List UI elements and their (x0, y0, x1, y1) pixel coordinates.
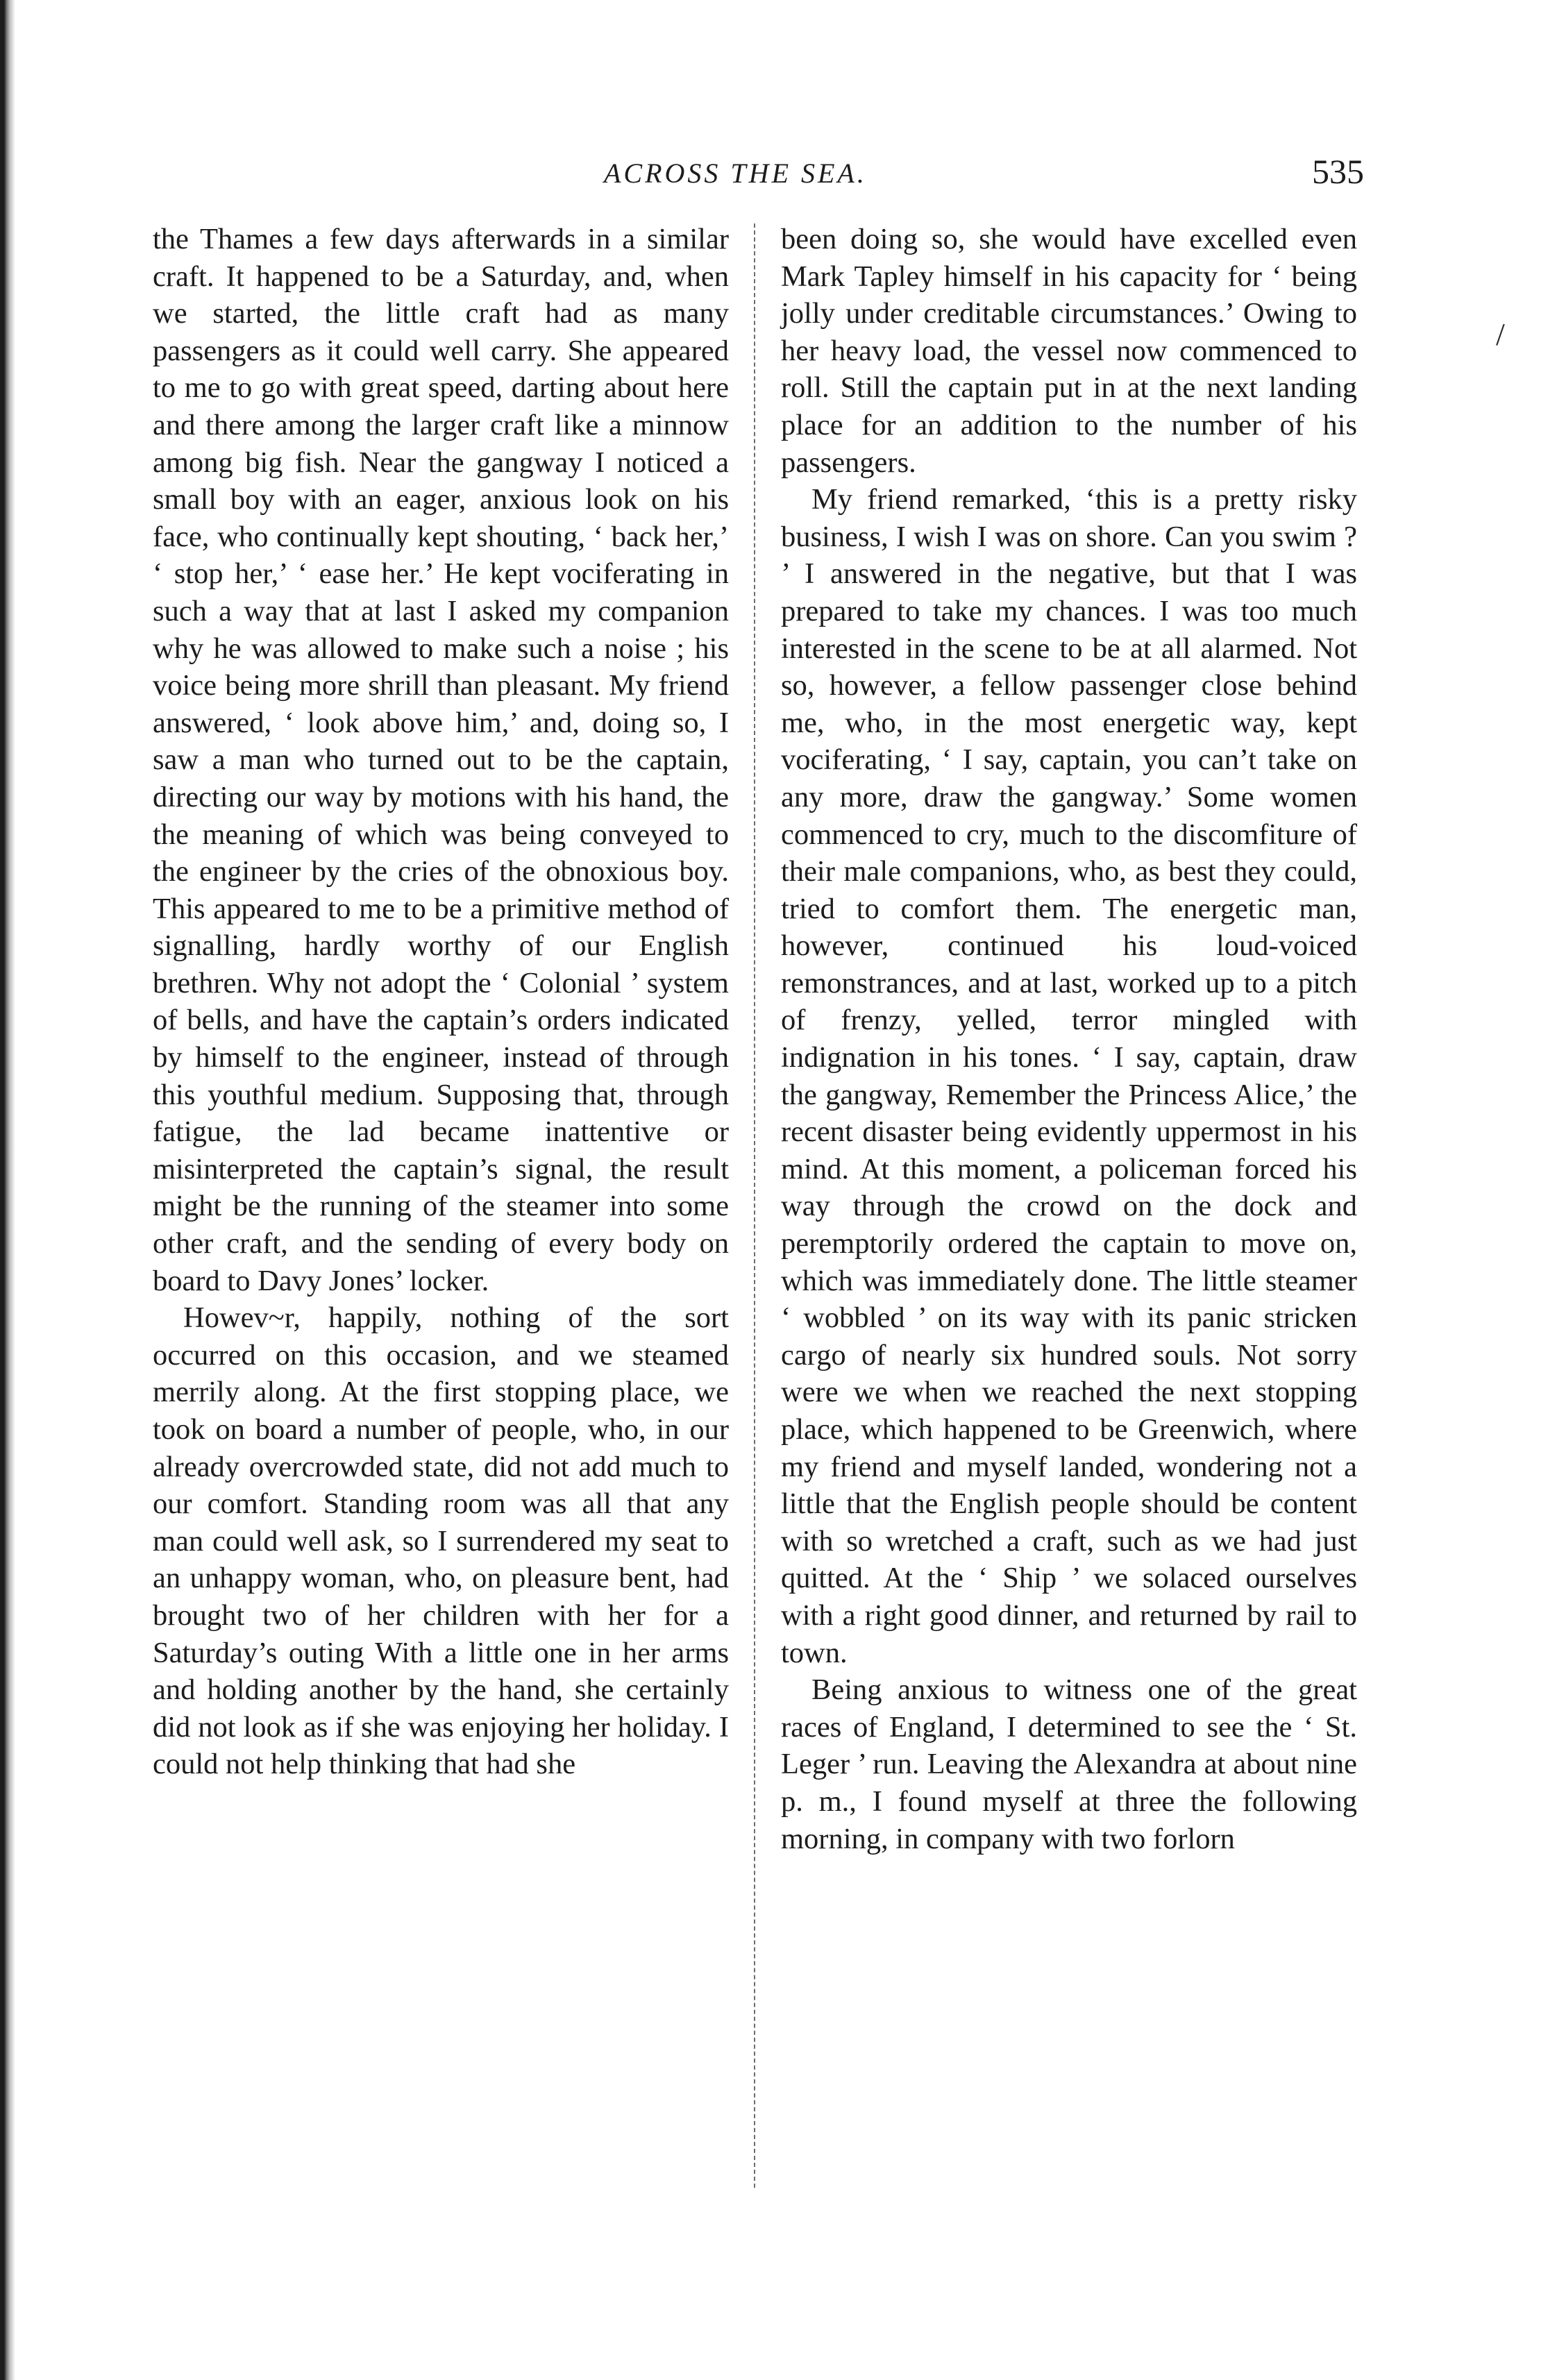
paragraph: been doing so, she would have excelled even Mark Tapley himself in his capacity for ‘ being jolly under creditable circumstances.’ Owing to her heavy load, the vessel now commenced to roll. Still the captain put in at the next landing place for an addition to the number of his passengers. (781, 223, 1357, 479)
page-number: 535 (1312, 152, 1364, 191)
running-head (153, 151, 1364, 200)
page-binding-edge (0, 0, 15, 2380)
paragraph: My friend remarked, ‘this is a pretty risky business, I wish I was on shore. Can you swim ? ’ I answered in the negative, but that I was prepared to take my chances. I was too much interested in the scene to be at all alarmed. Not so, however, a fellow passenger close behind me, who, in the most energetic way, kept vociferating, ‘ I say, captain, you can’t take on any more, draw the gangway.’ Some women commenced to cry, much to the discomfiture of their male companions, who, as best they could, tried to comfort them. The energetic man, however, continued his loud-voiced remonstrances, and at last, worked up to a pitch of frenzy, yelled, terror mingled with indignation in his tones. ‘ I say, captain, draw the gangway, Remember the Princess Alice,’ the recent disaster being evidently uppermost in his mind. At this moment, a policeman forced his way through the crowd on the dock and peremptorily ordered the captain to move on, which was immediately done. The little steamer ‘ wobbled ’ on its way with its panic stricken cargo of nearly six hundred souls. Not sorry were we when we reached the next stopping place, which happened to be Greenwich, where my friend and myself landed, wondering not a little that the English people should be content with so wretched a craft, such as we had just quitted. At the ‘ Ship ’ we solaced ourselves with a right good dinner, and returned by rail to town. (781, 483, 1357, 1669)
paragraph: the Thames a few days afterwards in a similar craft. It happened to be a Saturday, and, when we started, the little craft had as many passengers as it could well carry. She appeared to me to go with great speed, darting about here and there among the larger craft like a minnow among big fish. Near the gangway I noticed a small boy with an eager, anxious look on his face, who continually kept shouting, ‘ back her,’ ‘ stop her,’ ‘ ease her.’ He kept vociferating in such a way that at last I asked my companion why he was allowed to make such a noise ; his voice being more shrill than pleasant. My friend answered, ‘ look above him,’ and, doing so, I saw a man who turned out to be the captain, directing our way by motions with his hand, the the meaning of which was being conveyed to the engineer by the cries of the obnoxious boy. This appeared to me to be a primitive method of signalling, hardly worthy of our English brethren. Why not adopt the ‘ Colonial ’ system of bells, and have the captain’s orders indicated by himself to the engineer, instead of through this youthful medium. Supposing that, through fatigue, the lad became inattentive or misinterpreted the captain’s signal, the result might be the running of the steamer into some other craft, and the sending of every body on board to Davy Jones’ locker. (153, 223, 729, 1297)
paragraph: Being anxious to witness one of the great races of England, I determined to see the ‘ St. Leger ’ run. Leaving the Alexandra at about nine p. m., I found myself at three the following morning, in company with two forlorn (781, 1673, 1357, 1855)
margin-pencil-mark: / (1496, 317, 1505, 352)
right-column (781, 221, 1357, 2234)
left-column (153, 221, 729, 2234)
paragraph: Howev~r, happily, nothing of the sort occurred on this occasion, and we steamed merrily along. At the first stopping place, we took on board a number of people, who, in our already overcrowded state, did not add much to our comfort. Standing room was all that any man could well ask, so I surrendered my seat to an unhappy woman, who, on pleasure bent, had brought two of her children with her for a Saturday’s outing With a little one in her arms and holding another by the hand, she certainly did not look as if she was enjoying her holiday. I could not help thinking that had she (153, 1301, 729, 1781)
running-title: ACROSS THE SEA. (604, 158, 867, 189)
column-divider (754, 223, 755, 2188)
